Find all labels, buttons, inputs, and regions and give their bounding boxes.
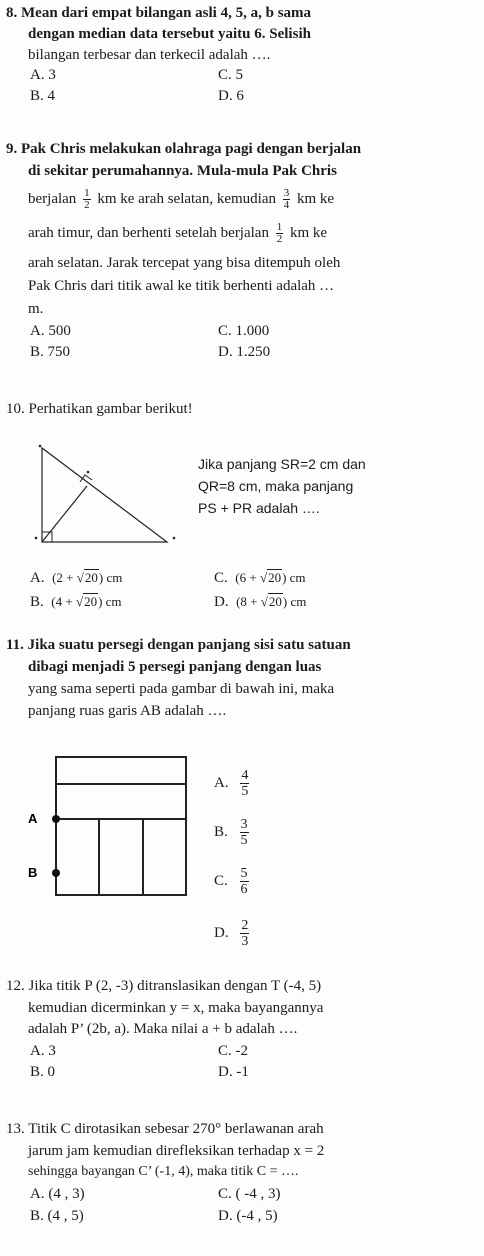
sqrt-sign: √ bbox=[260, 594, 268, 609]
q13-line-3: sehingga bayangan C’ (-1, 4), maka titik C = …. bbox=[28, 1164, 299, 1179]
option-label: A. bbox=[30, 570, 45, 586]
q11-line-1: 11. Jika suatu persegi dengan panjang sisi satu satuan bbox=[6, 637, 351, 653]
q9-text: km ke bbox=[297, 190, 335, 207]
square-outline bbox=[56, 757, 186, 895]
vertex-dot bbox=[35, 537, 38, 540]
q9-text: berjalan bbox=[28, 190, 77, 207]
fraction bbox=[240, 817, 249, 848]
fraction-denominator: 5 bbox=[241, 784, 249, 799]
q12-option-a: A. 3 bbox=[30, 1043, 56, 1059]
q11-option-b bbox=[214, 817, 252, 848]
point-b-dot bbox=[52, 869, 60, 877]
q8-option-c: C. 5 bbox=[218, 67, 244, 83]
fraction-numerator: 3 bbox=[283, 187, 290, 199]
fraction-denominator: 6 bbox=[240, 882, 248, 897]
option-pre: (6 + bbox=[235, 570, 260, 585]
q8-line-1: 8. Mean dari empat bilangan asli 4, 5, a, b sama bbox=[6, 5, 312, 21]
q10-text-1: Jika panjang SR=2 cm dan bbox=[198, 456, 366, 472]
q11-option-d bbox=[214, 918, 252, 949]
q13-line-2: jarum jam kemudian direfleksikan terhadap x = 2 bbox=[28, 1143, 325, 1159]
fraction bbox=[283, 188, 291, 211]
sqrt-radicand: 20 bbox=[268, 570, 282, 585]
q9-line-4 bbox=[28, 222, 327, 245]
q9-line-6: Pak Chris dari titik awal ke titik berhenti adalah … bbox=[28, 278, 335, 294]
fraction-denominator: 5 bbox=[240, 833, 248, 848]
q9-line-7: m. bbox=[28, 301, 44, 317]
q10-line-1: 10. Perhatikan gambar berikut! bbox=[6, 401, 193, 417]
square-division-figure bbox=[22, 755, 192, 905]
q11-line-2: dibagi menjadi 5 persegi panjang dengan luas bbox=[28, 659, 322, 675]
q11-line-3: yang sama seperti pada gambar di bawah ini, maka bbox=[28, 681, 335, 697]
fraction-numerator: 5 bbox=[240, 866, 248, 881]
sqrt-radicand: 20 bbox=[84, 594, 98, 609]
q8-line-3: bilangan terbesar dan terkecil adalah …. bbox=[28, 47, 271, 63]
q9-line-2: di sekitar perumahannya. Mula-mula Pak Chris bbox=[28, 163, 337, 179]
fraction-denominator: 4 bbox=[283, 199, 290, 211]
option-post: ) cm bbox=[282, 594, 307, 609]
q8-option-a: A. 3 bbox=[30, 67, 56, 83]
triangle-outline bbox=[42, 448, 167, 542]
option-post: ) cm bbox=[282, 570, 306, 585]
q8-option-b: B. 4 bbox=[30, 88, 56, 104]
vertex-dot bbox=[39, 445, 42, 448]
fraction-numerator: 2 bbox=[241, 918, 249, 933]
fraction-denominator: 3 bbox=[241, 934, 249, 949]
q10-option-c bbox=[214, 569, 306, 587]
q8-option-d: D. 6 bbox=[218, 88, 244, 104]
sqrt-sign: √ bbox=[259, 570, 268, 585]
q9-option-d: D. 1.250 bbox=[218, 344, 271, 360]
q12-line-1: 12. Jika titik P (2, -3) ditranslasikan dengan T (-4, 5) bbox=[6, 978, 322, 994]
q9-option-a: A. 500 bbox=[30, 323, 71, 339]
fraction-numerator: 1 bbox=[84, 187, 90, 199]
q10-text-2: QR=8 cm, maka panjang bbox=[198, 478, 354, 494]
q9-text: arah timur, dan berhenti setelah berjalan bbox=[28, 224, 269, 241]
q12-option-c: C. -2 bbox=[218, 1043, 248, 1059]
sqrt-radicand: 20 bbox=[84, 570, 98, 585]
fraction-numerator: 4 bbox=[241, 768, 249, 783]
vertex-dot bbox=[87, 471, 90, 474]
fraction-numerator: 1 bbox=[276, 221, 283, 233]
option-label: C. bbox=[214, 872, 228, 889]
option-post: ) cm bbox=[98, 570, 123, 585]
q11-option-c bbox=[214, 866, 252, 897]
option-pre: (4 + bbox=[51, 594, 76, 609]
option-label: B. bbox=[214, 823, 228, 840]
q12-line-2: kemudian dicerminkan y = x, maka bayangannya bbox=[28, 1000, 324, 1016]
q9-line-5: arah selatan. Jarak tercepat yang bisa ditempuh oleh bbox=[28, 255, 341, 271]
q13-option-a: A. (4 , 3) bbox=[30, 1186, 85, 1202]
q9-text: km ke bbox=[289, 224, 328, 241]
option-post: ) cm bbox=[98, 594, 122, 609]
altitude-line bbox=[42, 486, 87, 542]
option-pre: (8 + bbox=[236, 594, 261, 609]
q9-text: km ke arah selatan, kemudian bbox=[97, 190, 276, 207]
point-a-dot bbox=[52, 815, 60, 823]
q12-option-d: D. -1 bbox=[218, 1064, 249, 1080]
point-b-label: B bbox=[28, 865, 38, 880]
q13-line-1: 13. Titik C dirotasikan sebesar 270° berlawanan arah bbox=[6, 1121, 324, 1137]
fraction bbox=[83, 188, 91, 211]
fraction bbox=[240, 866, 249, 897]
option-label: D. bbox=[214, 924, 229, 941]
option-label: C. bbox=[214, 570, 228, 586]
q13-option-d: D. (-4 , 5) bbox=[218, 1208, 278, 1224]
q12-line-3: adalah P’ (2b, a). Maka nilai a + b adalah …. bbox=[28, 1021, 298, 1037]
q10-option-a bbox=[30, 569, 122, 587]
q11-option-a bbox=[214, 768, 252, 799]
vertex-dot bbox=[173, 537, 176, 540]
q10-option-b bbox=[30, 593, 122, 611]
fraction-denominator: 2 bbox=[84, 199, 90, 211]
q12-option-b: B. 0 bbox=[30, 1064, 56, 1080]
fraction-denominator: 2 bbox=[276, 233, 283, 245]
right-triangle-figure bbox=[22, 442, 182, 552]
q13-option-b: B. (4 , 5) bbox=[30, 1208, 84, 1224]
q9-line-1: 9. Pak Chris melakukan olahraga pagi dengan berjalan bbox=[6, 141, 362, 157]
sqrt-radicand: 20 bbox=[268, 594, 282, 609]
fraction bbox=[276, 222, 284, 245]
fraction-numerator: 3 bbox=[240, 817, 248, 832]
fraction bbox=[240, 768, 249, 799]
q9-line-3 bbox=[28, 188, 334, 211]
q13-option-c: C. ( -4 , 3) bbox=[218, 1186, 281, 1202]
option-label: A. bbox=[214, 774, 229, 791]
point-a-label: A bbox=[28, 811, 38, 826]
q9-option-b: B. 750 bbox=[30, 344, 71, 360]
option-label: D. bbox=[214, 594, 229, 610]
q8-line-2: dengan median data tersebut yaitu 6. Selisih bbox=[28, 26, 311, 42]
option-label: B. bbox=[30, 594, 44, 610]
q9-option-c: C. 1.000 bbox=[218, 323, 270, 339]
option-pre: (2 + bbox=[52, 570, 77, 585]
sqrt-sign: √ bbox=[76, 570, 84, 585]
q10-text-3: PS + PR adalah …. bbox=[198, 500, 320, 516]
q10-option-d bbox=[214, 593, 306, 611]
fraction bbox=[240, 918, 249, 949]
sqrt-sign: √ bbox=[75, 594, 84, 609]
q11-line-4: panjang ruas garis AB adalah …. bbox=[28, 703, 227, 719]
